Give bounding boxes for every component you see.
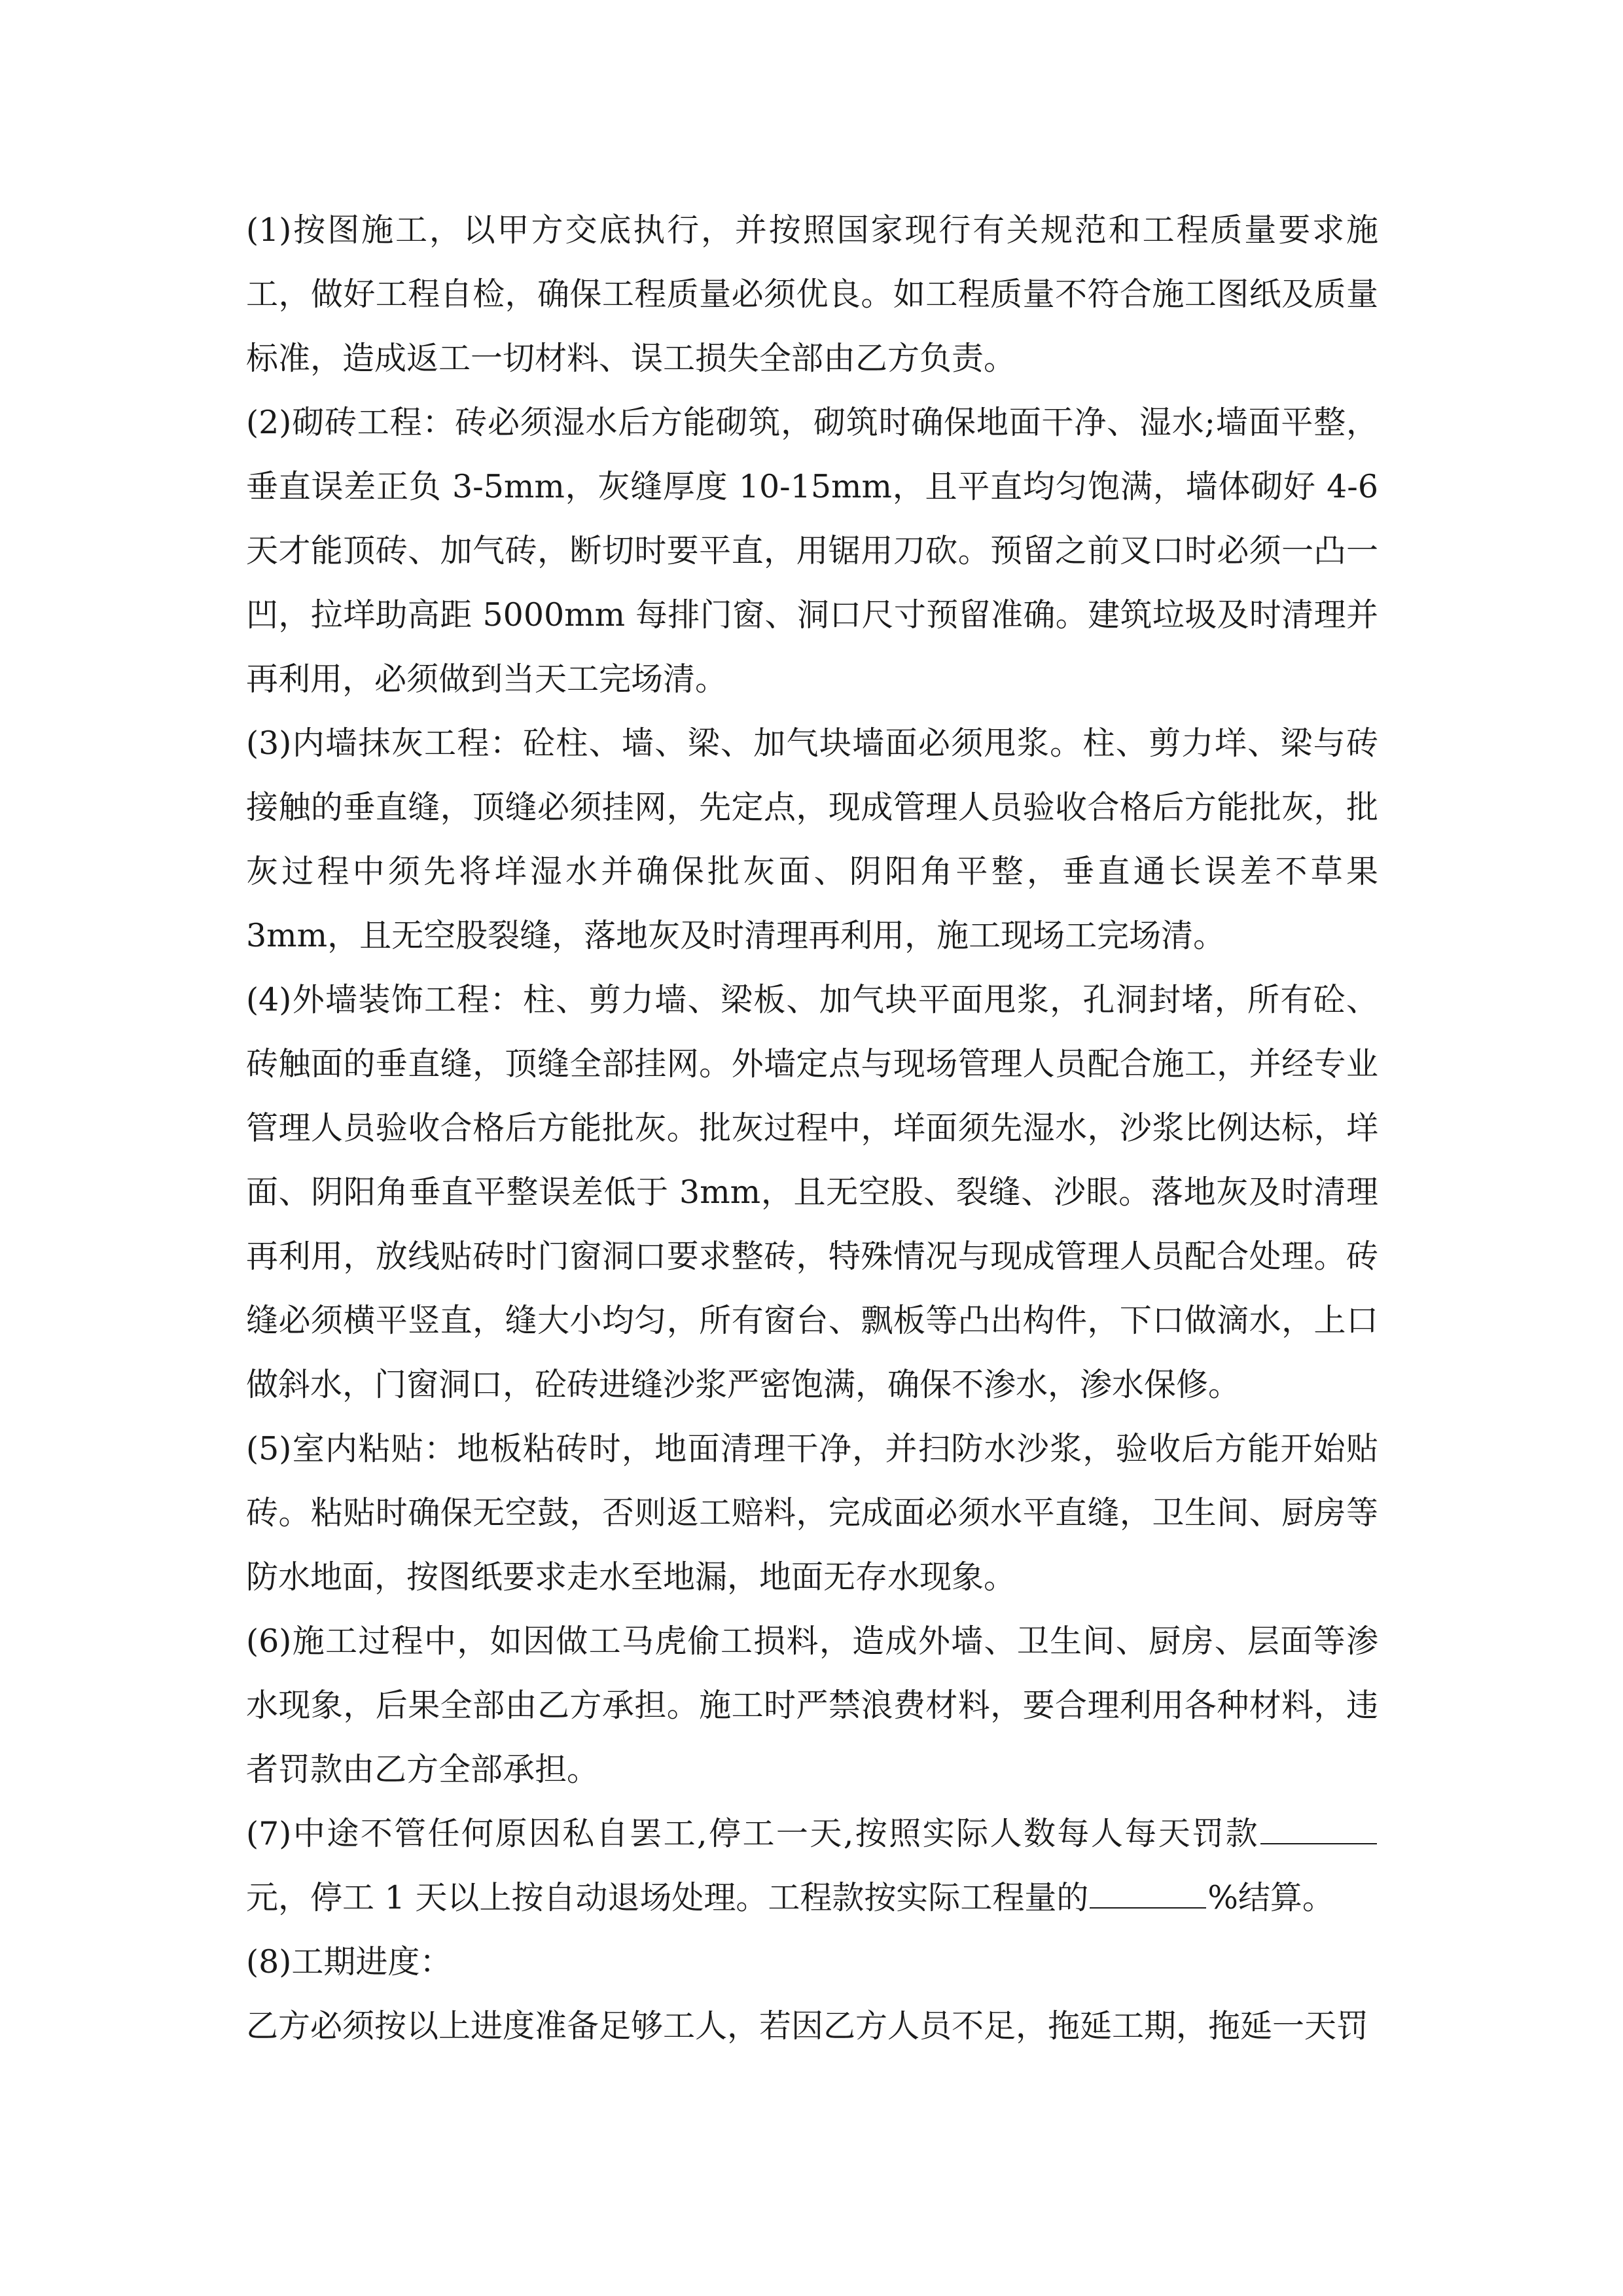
- clause-3: (3)内墙抹灰工程：砼柱、墙、梁、加气块墙面必须甩浆。柱、剪力垟、梁与砖接触的垂直缝，顶缝必须挂网，先定点，现成管理人员验收合格后方能批灰，批灰过程中须先将垟湿水并确保批灰面、阴阳角平整，垂直通长误差不草果 3mm，且无空股裂缝，落地灰及时清理再利用，施工现场工完场清。: [246, 725, 1378, 954]
- clause-8-heading: (8)工期进度：: [246, 1943, 452, 1981]
- clause-1: (1)按图施工，以甲方交底执行，并按照国家现行有关规范和工程质量要求施工，做好工程自检，确保工程质量必须优良。如工程质量不符合施工图纸及质量标准，造成返工一切材料、误工损失全部由乙方负责。: [246, 211, 1378, 377]
- clause-2: (2)砌砖工程：砖必须湿水后方能砌筑，砌筑时确保地面干净、湿水;墙面平整，垂直误差正负 3-5mm，灰缝厚度 10-15mm，且平直均匀饱满，墙体砌好 4-6 天才能顶砖、加气砖，断切时要平直，用锯用刀砍。预留之前叉口时必须一凸一凹，拉垟助高距 5000mm 每排门窗、洞口尺寸预留准确。建筑垃圾及时清理并再利用，必须做到当天工完场清。: [246, 404, 1378, 698]
- clause-7-text-a: (7)中途不管任何原因私自罢工,停工一天,按照实际人数每人每天罚款: [246, 1815, 1259, 1852]
- clause-6: (6)施工过程中，如因做工马虎偷工损料，造成外墙、卫生间、厨房、层面等渗水现象，后果全部由乙方承担。施工时严禁浪费材料，要合理利用各种材料，违者罚款由乙方全部承担。: [246, 1623, 1378, 1788]
- clause-4: (4)外墙装饰工程：柱、剪力墙、梁板、加气块平面甩浆，孔洞封堵，所有砼、砖触面的垂直缝，顶缝全部挂网。外墙定点与现场管理人员配合施工，并经专业管理人员验收合格后方能批灰。批灰过程中，垟面须先湿水，沙浆比例达标，垟面、阴阳角垂直平整误差低于 3mm，且无空股、裂缝、沙眼。落地灰及时清理再利用，放线贴砖时门窗洞口要求整砖，特殊情况与现成管理人员配合处理。砖缝必须横平竖直，缝大小均匀，所有窗台、飘板等凸出构件，下口做滴水，上口做斜水，门窗洞口，砼砖进缝沙浆严密饱满，确保不渗水，渗水保修。: [246, 981, 1378, 1403]
- document-body: [246, 198, 1378, 2058]
- settlement-percent-blank: [1090, 1878, 1206, 1909]
- clause-7-text-c: %结算。: [1207, 1879, 1334, 1916]
- clause-7-text-b: 元，停工 1 天以上按自动退场处理。工程款按实际工程量的: [246, 1879, 1089, 1916]
- clause-8-text: 乙方必须按以上进度准备足够工人，若因乙方人员不足，拖延工期，拖延一天罚: [246, 2007, 1369, 2045]
- clause-5: (5)室内粘贴：地板粘砖时，地面清理干净，并扫防水沙浆，验收后方能开始贴砖。粘贴时确保无空鼓，否则返工赔料，完成面必须水平直缝，卫生间、厨房等防水地面，按图纸要求走水至地漏，地面无存水现象。: [246, 1430, 1378, 1596]
- clause-7: [246, 1802, 1378, 1930]
- fine-amount-blank: [1260, 1814, 1377, 1844]
